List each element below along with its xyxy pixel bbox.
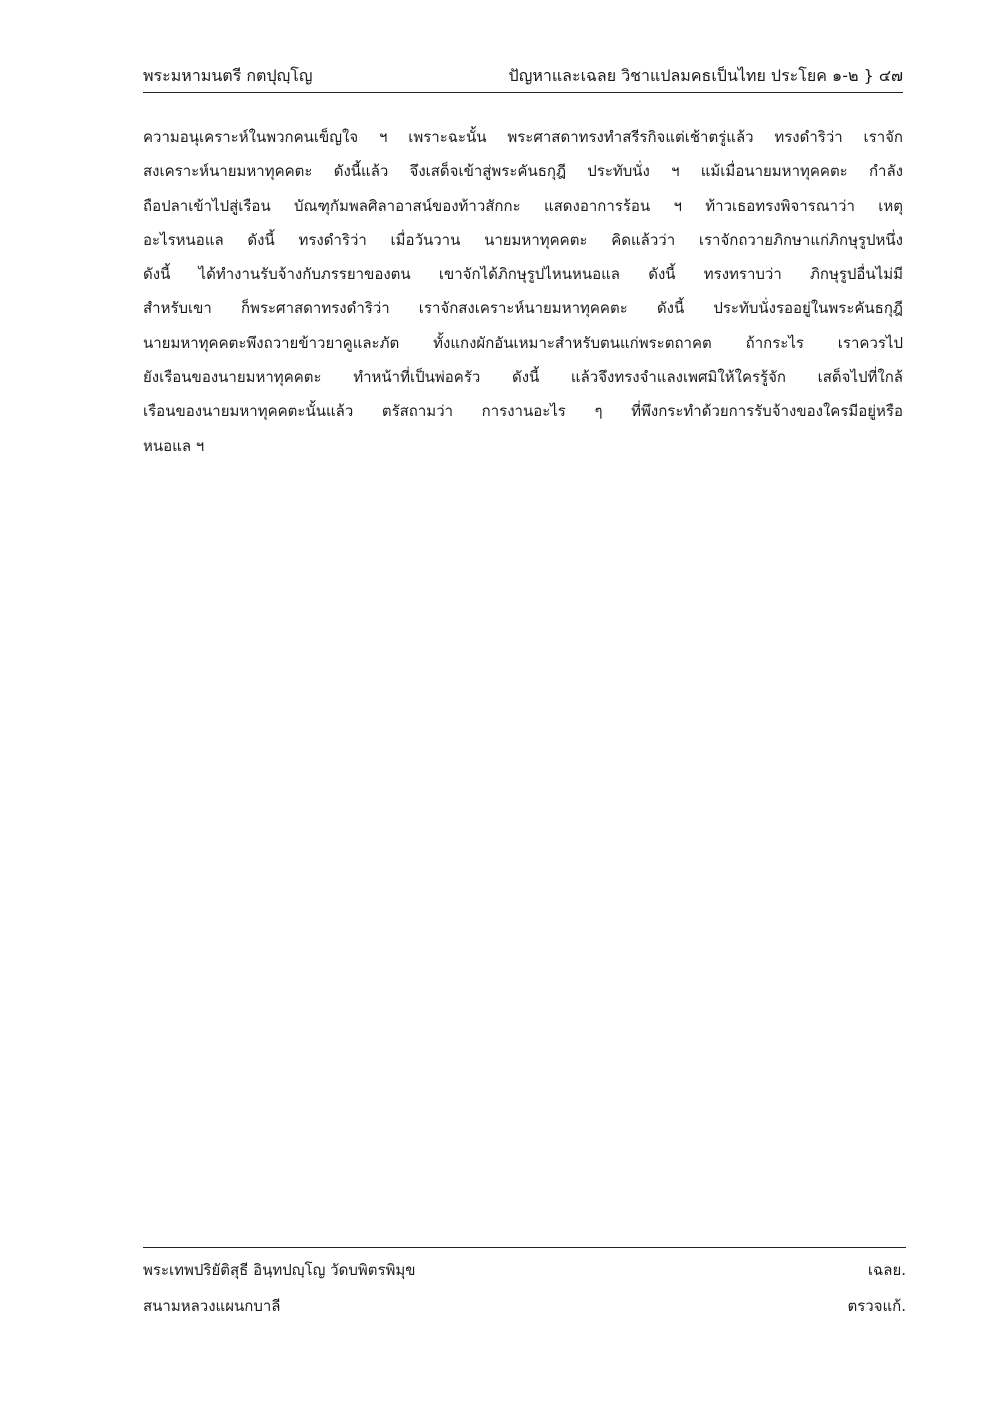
header-book-title: ปัญหาและเฉลย วิชาแปลมคธเป็นไทย ประโยค ๑-๒ } ๔๗ bbox=[508, 66, 903, 85]
page-footer bbox=[143, 1247, 906, 1324]
footer-checked-by: สนามหลวงแผนกบาลี bbox=[143, 1297, 281, 1315]
text-line: สงเคราะห์นายมหาทุคคตะ ดังนี้แล้ว จึงเสด็จเข้าสู่พระคันธกุฎี ประทับนั่ง ฯ แม้เมื่อนายมหาทุคคตะ กำลัง bbox=[143, 162, 903, 181]
text-line: ยังเรือนของนายมหาทุคคตะ ทำหน้าที่เป็นพ่อครัว ดังนี้ แล้วจึงทรงจำแลงเพศมิให้ใครรู้จัก เสด็จไปที่ใกล้ bbox=[143, 368, 903, 387]
text-line: อะไรหนอแล ดังนี้ ทรงดำริว่า เมื่อวันวาน นายมหาทุคคตะ คิดแล้วว่า เราจักถวายภิกษาแก่ภิกษุรูปหนึ่ง bbox=[143, 230, 903, 249]
footer-checked-label: ตรวจแก้. bbox=[847, 1297, 906, 1315]
text-line: เรือนของนายมหาทุคคตะนั้นแล้ว ตรัสถามว่า การงานอะไร ๆ ที่พึงกระทำด้วยการรับจ้างของใครมีอยู่หรือ bbox=[143, 402, 903, 421]
header-author: พระมหามนตรี กตปุญฺโญ bbox=[143, 66, 313, 85]
footer-answer-row bbox=[143, 1252, 906, 1288]
text-line: สำหรับเขา ก็พระศาสดาทรงดำริว่า เราจักสงเคราะห์นายมหาทุคคตะ ดังนี้ ประทับนั่งรออยู่ในพระคันธกุฎี bbox=[143, 299, 903, 318]
text-line: ดังนี้ ได้ทำงานรับจ้างกับภรรยาของตน เขาจักได้ภิกษุรูปไหนหนอแล ดังนี้ ทรงทราบว่า ภิกษุรูปอื่นไม่มี bbox=[143, 265, 903, 284]
footer-answer-by: พระเทพปริยัติสุธี อินฺทปญฺโญ วัดบพิตรพิมุข bbox=[143, 1261, 416, 1279]
text-line: หนอแล ฯ bbox=[143, 436, 205, 455]
text-line: ความอนุเคราะห์ในพวกคนเข็ญใจ ฯ เพราะฉะนั้น พระศาสดาทรงทำสรีรกิจแต่เช้าตรู่แล้ว ทรงดำริว่า เราจัก bbox=[143, 128, 903, 146]
footer-answer-label: เฉลย. bbox=[867, 1261, 906, 1279]
body-paragraph bbox=[143, 120, 903, 463]
text-line: นายมหาทุคคตะพึงถวายข้าวยาคูและภัต ทั้งแกงผักอันเหมาะสำหรับตนแก่พระตถาคต ถ้ากระไร เราควรไป bbox=[143, 333, 903, 352]
page-header bbox=[143, 64, 903, 93]
footer-checked-row bbox=[143, 1288, 906, 1324]
text-line: ถือปลาเข้าไปสู่เรือน บัณฑุกัมพลศิลาอาสน์ของท้าวสักกะ แสดงอาการร้อน ฯ ท้าวเธอทรงพิจารณาว่า เหตุ bbox=[143, 196, 903, 215]
